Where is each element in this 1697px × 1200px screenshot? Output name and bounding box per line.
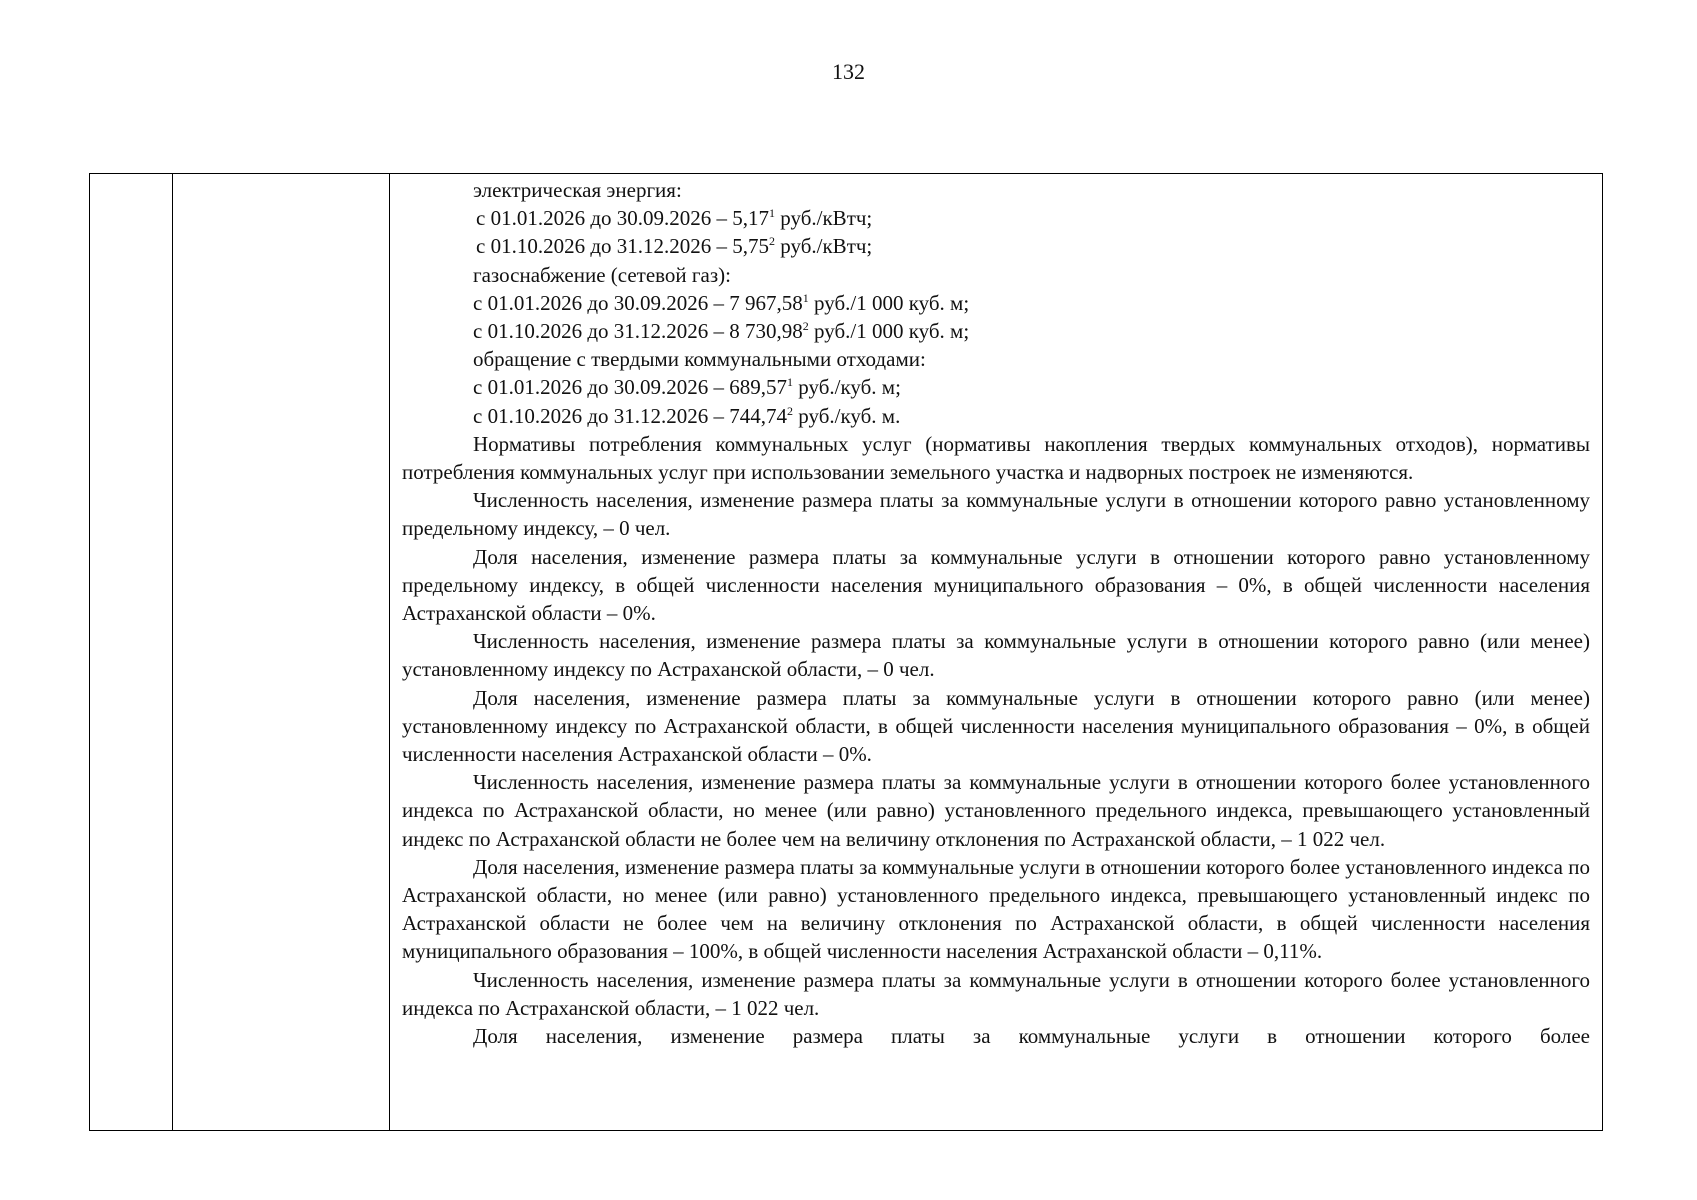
- paragraph: Нормативы потребления коммунальных услуг (нормативы накопления твердых коммунальных отходов), нормативы потребления коммунальных услуг при использовании земельного участка и надворных построек не изменяются.: [402, 431, 1590, 485]
- text-line: обращение с твердыми коммунальными отходами:: [473, 347, 926, 372]
- column-divider: [172, 174, 173, 1130]
- paragraph: Численность населения, изменение размера платы за коммунальные услуги в отношении которого равно установленному предельному индексу, – 0 чел.: [402, 488, 1590, 541]
- column-divider: [389, 174, 390, 1130]
- document-table: [89, 173, 1603, 1131]
- paragraph: Численность населения, изменение размера платы за коммунальные услуги в отношении которого более установленного индекса по Астраханской области, – 1 022 чел.: [402, 967, 1590, 1020]
- text-line: с 01.01.2026 до 30.09.2026 – 689,57$^1$ руб./куб. м;: [473, 375, 901, 400]
- text-line: с 01.10.2026 до 31.12.2026 – 5,75$^2$ руб./кВтч;: [476, 234, 873, 259]
- paragraph: Численность населения, изменение размера платы за коммунальные услуги в отношении которого равно (или менее) установленному индексу по Астраханской области, – 0 чел.: [402, 629, 1590, 682]
- footnote-mark: 2: [787, 403, 794, 418]
- page-number: 132: [832, 59, 865, 84]
- footnote-mark: 2: [769, 234, 776, 249]
- footnote-mark: 1: [769, 206, 776, 221]
- text-line: с 01.01.2026 до 30.09.2026 – 7 967,58$^1$ руб./1 000 куб. м;: [473, 290, 970, 315]
- text-line: газоснабжение (сетевой газ):: [473, 262, 731, 287]
- footnote-mark: 1: [802, 290, 809, 305]
- table-cell-text: [402, 176, 1590, 1130]
- paragraph: Численность населения, изменение размера платы за коммунальные услуги в отношении которого более установленного индекса по Астраханской области, но менее (или равно) установленного предельного индекса, превышающего установленный индекс по Астраханской области не более чем на величину отклонения по Астраханской области, – 1 022 чел.: [402, 770, 1590, 851]
- paragraph: Доля населения, изменение размера платы за коммунальные услуги в отношении которого равно установленному предельному индексу, в общей численности населения муниципального образования – 0%, в общей численности населения Астраханской области – 0%.: [402, 544, 1590, 626]
- text-line: электрическая энергия:: [473, 178, 682, 202]
- footnote-mark: 2: [802, 319, 809, 334]
- paragraph: Доля населения, изменение размера платы за коммунальные услуги в отношении которого более: [473, 1024, 1590, 1049]
- text-line: с 01.10.2026 до 31.12.2026 – 8 730,98$^2$ руб./1 000 куб. м;: [473, 319, 970, 344]
- text-line: с 01.01.2026 до 30.09.2026 – 5,17$^1$ руб./кВтч;: [476, 206, 873, 231]
- paragraph: Доля населения, изменение размера платы за коммунальные услуги в отношении которого равно (или менее) установленному индексу по Астраханской области, в общей численности населения муниципального образования – 0%, в общей численности населения Астраханской области – 0%.: [402, 685, 1590, 767]
- text-line: с 01.10.2026 до 31.12.2026 – 744,74$^2$ руб./куб. м.: [473, 403, 901, 428]
- paragraph: Доля населения, изменение размера платы за коммунальные услуги в отношении которого более установленного индекса по Астраханской области, но менее (или равно) установленного предельного индекса, превышающего установленный индекс по Астраханской области не более чем на величину отклонения по Астраханской области, в общей численности населения муниципального образования – 100%, в общей численности населения Астраханской области – 0,11%.: [402, 854, 1590, 964]
- footnote-mark: 1: [787, 375, 794, 390]
